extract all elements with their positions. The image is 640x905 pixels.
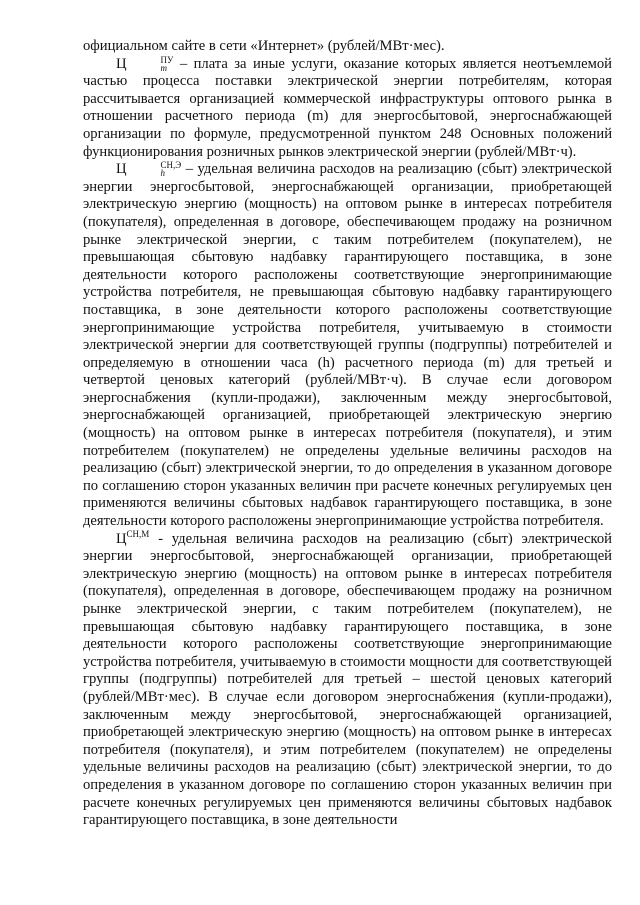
paragraph-csn-e-definition xyxy=(83,161,612,530)
symbol-base: Ц xyxy=(116,161,127,178)
formula-symbol-csn-m xyxy=(116,528,150,547)
symbol-subscript: h xyxy=(160,168,166,179)
symbol-indices xyxy=(128,56,174,72)
symbol-superscript: СН,Э xyxy=(160,160,182,171)
paragraph-continuation: официальном сайте в сети «Интернет» (рублей/МВт·мес). xyxy=(83,38,445,54)
formula-symbol-cpu xyxy=(116,56,173,72)
symbol-superscript: СН,М xyxy=(126,528,150,539)
paragraph-text: - удельная величина расходов на реализацию (сбыт) электрической энергии энергосбытовой, энергоснабжающей организации, приобретающей электрическую энергию (мощность) на оптовом рынке в интересах потребителя (покупателя), определенная в договоре, обеспечивающем продажу на розничном рынке электрической энергии, с таким потребителем (покупателем), не превышающая сбытовую надбавку гарантирующего поставщика, в зоне деятельности которого расположены соответствующие энергопринимающие устройства потребителя, учитываемую в стоимости мощности для соответствующей группы (подгруппы) потребителей для третьей – шестой ценовых категорий (рублей/МВт·мес). В случае если договором энергоснабжения (купли-продажи), заключенным между энергосбытовой, энергоснабжающей организацией, приобретающей электрическую энергию (мощность) на оптовом рынке в интересах потребителя (покупателя), и этим потребителем (покупателем) не определены удельные величины расходов на реализацию (сбыт) электрической энергии, то до определения в указанном договоре по соглашению сторон указанных величин при расчете конечных регулируемых цен применяются величины сбытовых надбавок гарантирующего поставщика, в зоне деятельности xyxy=(83,530,612,829)
symbol-indices xyxy=(128,161,182,177)
paragraph-text: – плата за иные услуги, оказание которых является неотъемлемой частью процесса поставки электрической энергии потребителям, которая рассчитывается организацией коммерческой инфраструктуры оптового рынка в отношении расчетного периода (m) для энергосбытовой, энергоснабжающей организации по формуле, предусмотренной пунктом 248 Основных положений функционирования розничных рынков электрической энергии (рублей/МВт·ч). xyxy=(83,55,612,160)
paragraph-csn-m-definition xyxy=(83,528,612,830)
symbol-base: Ц xyxy=(116,55,127,72)
symbol-superscript: ПУ xyxy=(160,54,174,65)
paragraph-text: – удельная величина расходов на реализацию (сбыт) электрической энергии энергосбытовой, энергоснабжающей организации, приобретающей электрическую энергию (мощность) на оптовом рынке в интересах потребителя (покупателя), определенная в договоре, обеспечивающем продажу на розничном рынке электрической энергии, с таким потребителем (покупателем), не превышающая сбытовую надбавку гарантирующего поставщика, в зоне деятельности которого расположены соответствующие энергопринимающие устройства потребителя, не превышающая сбытовую надбавку гарантирующего поставщика, в зоне деятельности которого расположены соответствующие энергопринимающие устройства потребителя, учитываемую в стоимости электрической энергии для соответствующей группы (подгруппы) потребителей и определяемую в отношении часа (h) расчетного периода (m) для третьей и четвертой ценовых категорий (рублей/МВт·ч). В случае если договором энергоснабжения (купли-продажи), заключенным между энергосбытовой, энергоснабжающей организацией, приобретающей электрическую энергию (мощность) на оптовом рынке в интересах потребителя (покупателя), и этим потребителем (покупателем) не определены удельные величины расходов на реализацию (сбыт) электрической энергии, то до определения в указанном договоре по соглашению сторон указанных величин при расчете конечных регулируемых цен применяются величины сбытовых надбавок гарантирующего поставщика, в зоне деятельности которого расположены энергопринимающие устройства потребителя. xyxy=(83,161,612,530)
symbol-base: Ц xyxy=(116,530,127,547)
symbol-subscript: m xyxy=(160,62,168,73)
formula-symbol-csn-e xyxy=(116,161,181,177)
paragraph-cpu-definition xyxy=(83,56,612,162)
